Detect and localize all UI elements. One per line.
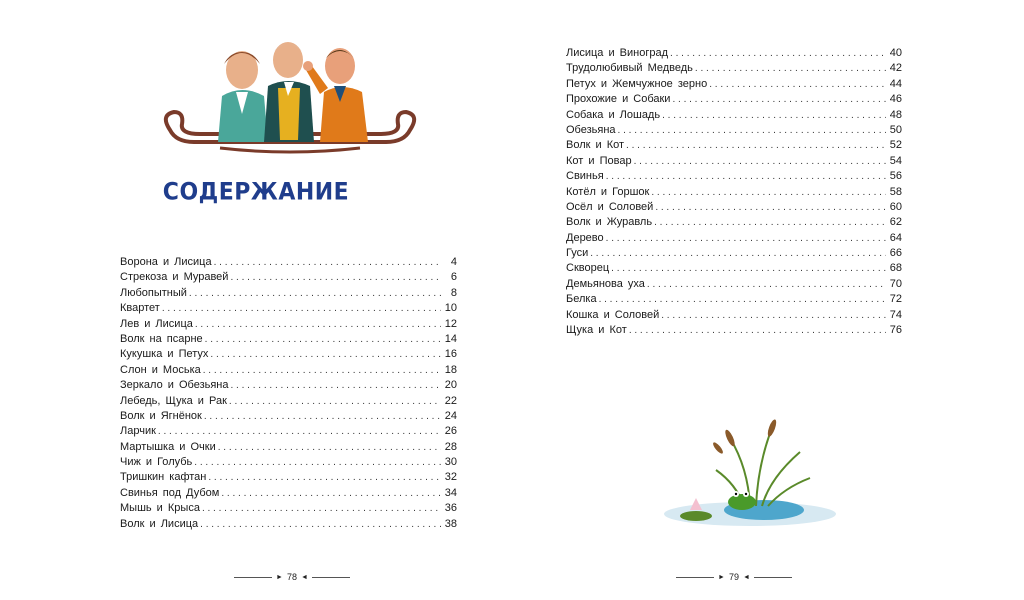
toc-leader-dots <box>202 501 441 516</box>
toc-entry-page: 42 <box>889 62 902 75</box>
toc-entry <box>120 255 457 270</box>
toc-leader-dots <box>203 363 441 378</box>
toc-entry-page: 26 <box>444 425 457 438</box>
toc-leader-dots <box>210 347 441 362</box>
toc-entry-page: 48 <box>889 108 902 121</box>
toc-entry-page: 46 <box>889 93 902 106</box>
toc-leader-dots <box>599 292 886 307</box>
toc-entry <box>566 138 902 153</box>
toc-entry-title: Лисица и Виноград <box>566 47 669 59</box>
toc-entry-page: 4 <box>450 256 457 268</box>
footer-rule <box>234 577 272 578</box>
page-title: СОДЕРЖАНИЕ <box>162 179 350 206</box>
toc-entry-page: 54 <box>889 154 902 167</box>
toc-entry-title: Демьянова уха <box>566 277 645 290</box>
frog-in-pond-illustration <box>660 418 840 528</box>
toc-entry-title: Прохожие и Собаки <box>566 93 671 106</box>
toc-entry-page: 62 <box>889 216 902 229</box>
toc-entry-title: Мышь и Крыса <box>120 502 200 515</box>
toc-entry-page: 74 <box>889 308 902 321</box>
toc-entry <box>566 200 902 215</box>
toc-entry <box>120 317 457 332</box>
toc-entry <box>566 108 902 123</box>
toc-entry-page: 6 <box>450 271 457 284</box>
toc-entry-page: 60 <box>889 200 902 213</box>
toc-entry-title: Ларчик <box>120 425 156 438</box>
toc-entry-page: 50 <box>889 123 902 136</box>
page-number: 79 <box>728 572 739 582</box>
toc-leader-dots <box>194 455 441 470</box>
toc-entry-page: 44 <box>889 77 902 90</box>
toc-entry <box>120 424 457 439</box>
toc-leader-dots <box>195 317 441 332</box>
toc-leader-dots <box>662 108 886 123</box>
toc-entry-page: 18 <box>444 363 457 376</box>
toc-entry <box>566 154 902 169</box>
toc-entry <box>566 261 902 276</box>
toc-leader-dots <box>655 200 886 215</box>
toc-entry-title: Чиж и Голубь <box>120 456 193 469</box>
toc-leader-dots <box>606 231 886 246</box>
toc-entry <box>120 394 457 409</box>
toc-entry-page: 32 <box>444 471 457 484</box>
toc-leader-dots <box>205 332 441 347</box>
toc-entry-title: Волк и Журавль <box>566 216 653 229</box>
toc-entry-page: 30 <box>444 456 457 469</box>
page-number-footer <box>234 570 350 584</box>
toc-entry <box>566 169 902 184</box>
toc-entry-title: Дерево <box>566 231 604 244</box>
toc-entry-page: 14 <box>444 332 457 345</box>
toc-entry-page: 72 <box>889 293 902 306</box>
toc-leader-dots <box>162 301 441 316</box>
toc-entry-title: Кошка и Соловей <box>566 308 660 321</box>
toc-leader-dots <box>709 77 886 92</box>
toc-entry <box>566 292 902 307</box>
toc-entry <box>566 77 902 92</box>
toc-entry <box>566 277 902 292</box>
toc-entry-title: Слон и Моська <box>120 363 201 376</box>
toc-entry <box>120 470 457 485</box>
toc-leader-dots <box>229 394 441 409</box>
toc-leader-dots <box>647 277 886 292</box>
toc-leader-dots <box>230 270 441 285</box>
arrow-left-icon: ◄ <box>742 573 750 581</box>
toc-entry <box>566 185 902 200</box>
toc-entry-page: 38 <box>444 517 457 530</box>
toc-entry-page: 52 <box>889 139 902 152</box>
toc-leader-dots <box>204 409 441 424</box>
toc-entry-title: Свинья <box>566 170 604 183</box>
toc-list-right <box>566 46 902 338</box>
toc-leader-dots <box>208 470 441 485</box>
toc-entry-title: Волк и Лисица <box>120 517 199 530</box>
toc-entry-title: Кукушка и Петух <box>120 348 209 361</box>
page-number-footer <box>676 570 792 584</box>
toc-leader-dots <box>670 46 886 61</box>
toc-leader-dots <box>221 486 441 501</box>
toc-entry <box>566 46 902 61</box>
toc-entry <box>566 92 902 107</box>
toc-entry <box>120 440 457 455</box>
toc-entry-page: 56 <box>889 170 902 183</box>
toc-entry-title: Обезьяна <box>566 123 616 136</box>
toc-entry-page: 70 <box>889 277 902 290</box>
toc-entry-title: Волк и Ягнёнок <box>120 409 202 422</box>
toc-entry-page: 10 <box>444 302 457 315</box>
toc-entry-title: Щука и Кот <box>566 324 627 337</box>
toc-leader-dots <box>634 154 886 169</box>
toc-leader-dots <box>651 185 886 200</box>
toc-entry-title: Лебедь, Щука и Рак <box>120 394 227 407</box>
toc-entry-title: Лев и Лисица <box>120 317 193 330</box>
toc-entry-page: 66 <box>889 247 902 260</box>
toc-leader-dots <box>611 261 886 276</box>
arrow-right-icon: ► <box>718 573 725 581</box>
toc-entry <box>120 517 457 532</box>
arrow-left-icon: ◄ <box>300 573 308 581</box>
toc-entry-title: Волк на псарне <box>120 332 203 345</box>
toc-entry-page: 40 <box>889 47 902 59</box>
toc-entry-page: 20 <box>444 379 457 392</box>
toc-entry-page: 8 <box>450 286 457 299</box>
toc-entry-title: Квартет <box>120 302 160 315</box>
toc-leader-dots <box>654 215 886 230</box>
toc-leader-dots <box>629 323 886 338</box>
toc-entry <box>566 61 902 76</box>
toc-entry-title: Свинья под Дубом <box>120 486 220 499</box>
toc-entry-page: 36 <box>444 502 457 515</box>
toc-entry-page: 64 <box>889 231 902 244</box>
footer-rule <box>312 577 350 578</box>
toc-entry-title: Волк и Кот <box>566 139 625 152</box>
toc-entry <box>120 409 457 424</box>
toc-entry <box>566 215 902 230</box>
toc-entry-title: Трудолюбивый Медведь <box>566 62 693 75</box>
toc-leader-dots <box>189 286 441 301</box>
toc-leader-dots <box>695 61 886 76</box>
three-gentlemen-illustration <box>160 30 420 160</box>
toc-leader-dots <box>661 308 886 323</box>
toc-entry-title: Мартышка и Очки <box>120 440 216 453</box>
toc-entry <box>120 501 457 516</box>
toc-entry-page: 28 <box>444 440 457 453</box>
toc-entry <box>120 486 457 501</box>
toc-entry <box>120 455 457 470</box>
footer-rule <box>676 577 714 578</box>
toc-leader-dots <box>200 517 441 532</box>
toc-entry-title: Стрекоза и Муравей <box>120 271 229 284</box>
toc-leader-dots <box>606 169 886 184</box>
toc-entry-title: Ворона и Лисица <box>120 256 212 268</box>
toc-entry <box>120 347 457 362</box>
toc-entry-page: 58 <box>889 185 902 198</box>
toc-leader-dots <box>158 424 441 439</box>
toc-leader-dots <box>590 246 886 261</box>
toc-leader-dots <box>626 138 886 153</box>
toc-entry-page: 16 <box>444 348 457 361</box>
toc-entry-page: 12 <box>444 317 457 330</box>
toc-entry-title: Любопытный <box>120 286 187 299</box>
footer-rule <box>754 577 792 578</box>
toc-list-left <box>120 255 457 532</box>
toc-leader-dots <box>214 255 441 270</box>
toc-entry-page: 76 <box>889 324 902 337</box>
toc-entry <box>120 301 457 316</box>
toc-entry-title: Тришкин кафтан <box>120 471 207 484</box>
toc-entry-title: Зеркало и Обезьяна <box>120 379 229 392</box>
toc-entry <box>566 246 902 261</box>
toc-entry <box>566 123 902 138</box>
toc-entry <box>120 378 457 393</box>
toc-leader-dots <box>218 440 441 455</box>
toc-entry <box>566 323 902 338</box>
toc-entry-title: Белка <box>566 293 597 306</box>
toc-entry <box>120 286 457 301</box>
toc-entry-page: 24 <box>444 409 457 422</box>
toc-entry-title: Котёл и Горшок <box>566 185 650 198</box>
toc-entry <box>566 231 902 246</box>
toc-entry-title: Скворец <box>566 262 610 275</box>
toc-leader-dots <box>672 92 886 107</box>
toc-entry-page: 68 <box>889 262 902 275</box>
toc-entry <box>566 308 902 323</box>
toc-leader-dots <box>231 378 442 393</box>
toc-entry-title: Кот и Повар <box>566 154 632 167</box>
toc-leader-dots <box>618 123 886 138</box>
toc-entry-title: Собака и Лошадь <box>566 108 661 121</box>
toc-entry <box>120 332 457 347</box>
toc-entry-page: 34 <box>444 486 457 499</box>
right-page <box>512 0 1024 600</box>
page-number: 78 <box>286 572 297 582</box>
toc-entry-page: 22 <box>444 394 457 407</box>
toc-entry-title: Петух и Жемчужное зерно <box>566 77 708 90</box>
toc-entry <box>120 363 457 378</box>
toc-entry <box>120 270 457 285</box>
toc-entry-title: Осёл и Соловей <box>566 200 654 213</box>
arrow-right-icon: ► <box>276 573 283 581</box>
toc-entry-title: Гуси <box>566 247 589 260</box>
